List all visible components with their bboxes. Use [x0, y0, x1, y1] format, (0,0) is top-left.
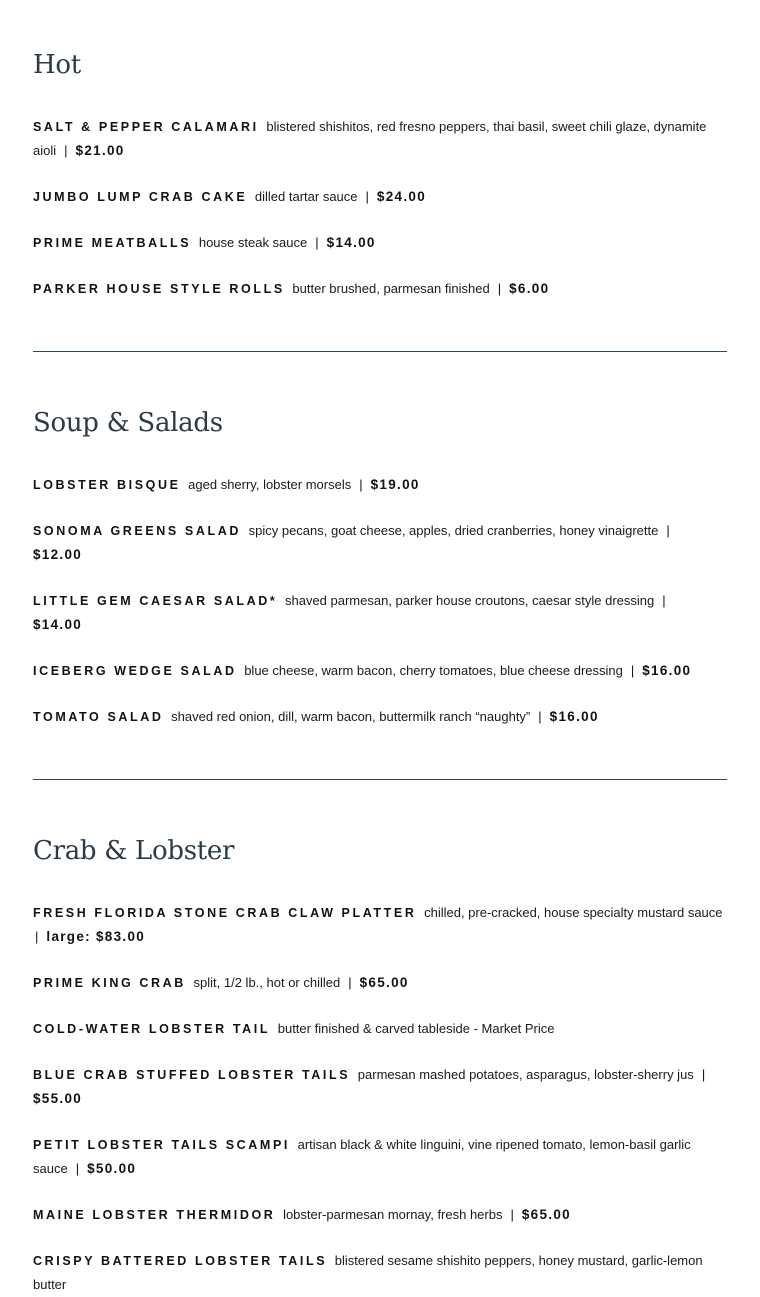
- section-title: Hot: [33, 50, 81, 80]
- menu-item: [33, 1249, 727, 1297]
- item-name: FRESH FLORIDA STONE CRAB CLAW PLATTER: [33, 906, 417, 920]
- item-description: butter finished & carved tableside - Market Price: [277, 1021, 555, 1036]
- section-crab-lobster: [33, 836, 727, 1297]
- item-price: $65.00: [521, 1207, 571, 1222]
- section-title: Soup & Salads: [33, 408, 223, 438]
- item-description: artisan black & white linguini, vine ripened tomato, lemon-basil garlic sauce: [33, 1137, 691, 1176]
- item-description: split, 1/2 lb., hot or chilled: [193, 975, 341, 990]
- item-name: LOBSTER BISQUE: [33, 478, 181, 492]
- item-name: TOMATO SALAD: [33, 710, 164, 724]
- item-description: blistered shishitos, red fresno peppers, thai basil, sweet chili glaze, dynamite aioli: [33, 119, 707, 158]
- menu-item: FRESH FLORIDA STONE CRAB CLAW PLATTER chilled, pre-cracked, house specialty mustard sauce | large: $83.00: [33, 905, 723, 944]
- item-name: PRIME MEATBALLS: [33, 236, 192, 250]
- item-description: spicy pecans, goat cheese, apples, dried cranberries, honey vinaigrette: [248, 523, 659, 538]
- menu-item: JUMBO LUMP CRAB CAKE dilled tartar sauce | $24.00: [33, 189, 427, 204]
- item-description: parmesan mashed potatoes, asparagus, lobster-sherry jus: [357, 1067, 694, 1082]
- menu-item: PETIT LOBSTER TAILS SCAMPI artisan black & white linguini, vine ripened tomato, lemon-basil garlic sauce | $50.00: [33, 1137, 691, 1176]
- item-price: $65.00: [359, 975, 409, 990]
- item-description: chilled, pre-cracked, house specialty mustard sauce: [424, 905, 723, 920]
- menu-item: SONOMA GREENS SALAD spicy pecans, goat cheese, apples, dried cranberries, honey vinaigrette | $12.00: [33, 523, 670, 562]
- item-price: $21.00: [75, 143, 125, 158]
- item-name: JUMBO LUMP CRAB CAKE: [33, 190, 248, 204]
- item-name: PRIME KING CRAB: [33, 976, 186, 990]
- menu-item: SALT & PEPPER CALAMARI blistered shishitos, red fresno peppers, thai basil, sweet chili glaze, dynamite aioli | $21.00: [33, 119, 707, 158]
- menu-item: ICEBERG WEDGE SALAD blue cheese, warm bacon, cherry tomatoes, blue cheese dressing | $16.00: [33, 663, 692, 678]
- item-name: SONOMA GREENS SALAD: [33, 524, 241, 538]
- menu-item: TOMATO SALAD shaved red onion, dill, warm bacon, buttermilk ranch “naughty” | $16.00: [33, 709, 599, 724]
- menu-item: LITTLE GEM CAESAR SALAD* shaved parmesan, parker house croutons, caesar style dressing | $14.00: [33, 593, 666, 632]
- item-description: shaved parmesan, parker house croutons, caesar style dressing: [284, 593, 655, 608]
- menu-item: [33, 1017, 727, 1041]
- section-title: Crab & Lobster: [33, 836, 235, 866]
- item-name: PARKER HOUSE STYLE ROLLS: [33, 282, 285, 296]
- menu-item: MAINE LOBSTER THERMIDOR lobster-parmesan mornay, fresh herbs | $65.00: [33, 1207, 571, 1222]
- item-price: $6.00: [509, 281, 550, 296]
- item-name: LITTLE GEM CAESAR SALAD*: [33, 594, 278, 608]
- item-name: PETIT LOBSTER TAILS SCAMPI: [33, 1138, 290, 1152]
- menu-item: PARKER HOUSE STYLE ROLLS butter brushed, parmesan finished | $6.00: [33, 281, 550, 296]
- item-name: COLD-WATER LOBSTER TAIL: [33, 1022, 271, 1036]
- item-description: shaved red onion, dill, warm bacon, buttermilk ranch “naughty”: [171, 709, 531, 724]
- menu-item: BLUE CRAB STUFFED LOBSTER TAILS parmesan mashed potatoes, asparagus, lobster-sherry jus | $55.00: [33, 1067, 706, 1106]
- item-description: butter brushed, parmesan finished: [292, 281, 490, 296]
- item-price: $16.00: [642, 663, 692, 678]
- item-price: $55.00: [33, 1091, 83, 1106]
- section-divider: [33, 351, 727, 352]
- item-description: blue cheese, warm bacon, cherry tomatoes, blue cheese dressing: [244, 663, 623, 678]
- item-price: $12.00: [33, 547, 83, 562]
- section-divider: [33, 779, 727, 780]
- menu-item: PRIME MEATBALLS house steak sauce | $14.00: [33, 235, 376, 250]
- section-hot: [33, 50, 727, 301]
- section-soup-salads: [33, 408, 727, 729]
- item-description: lobster-parmesan mornay, fresh herbs: [283, 1207, 503, 1222]
- item-price: large: $83.00: [46, 929, 146, 944]
- item-description: aged sherry, lobster morsels: [188, 477, 352, 492]
- item-name: ICEBERG WEDGE SALAD: [33, 664, 237, 678]
- item-description: house steak sauce: [198, 235, 308, 250]
- item-price: $50.00: [87, 1161, 137, 1176]
- menu-item: LOBSTER BISQUE aged sherry, lobster morsels | $19.00: [33, 477, 420, 492]
- item-price: $16.00: [549, 709, 599, 724]
- item-description: dilled tartar sauce: [254, 189, 358, 204]
- item-price: $24.00: [376, 189, 427, 204]
- item-name: BLUE CRAB STUFFED LOBSTER TAILS: [33, 1068, 351, 1082]
- item-name: CRISPY BATTERED LOBSTER TAILS: [33, 1254, 328, 1268]
- item-price: $14.00: [33, 617, 83, 632]
- item-description: blistered sesame shishito peppers, honey mustard, garlic-lemon butter: [33, 1253, 703, 1292]
- menu-item: PRIME KING CRAB split, 1/2 lb., hot or chilled | $65.00: [33, 975, 409, 990]
- item-price: $19.00: [370, 477, 420, 492]
- item-price: $14.00: [326, 235, 376, 250]
- item-name: MAINE LOBSTER THERMIDOR: [33, 1208, 276, 1222]
- item-name: SALT & PEPPER CALAMARI: [33, 120, 259, 134]
